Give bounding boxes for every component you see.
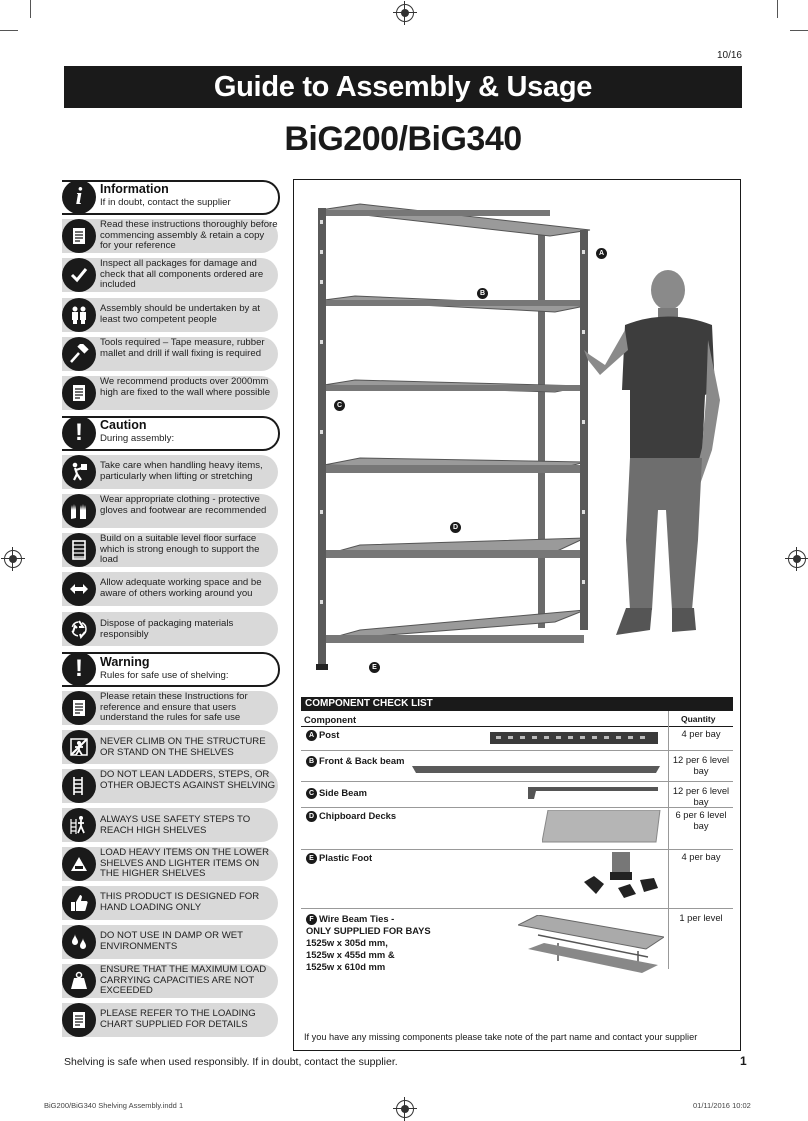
warning-title: Warning: [100, 655, 150, 669]
warning-text: NEVER CLIMB ON THE STRUCTURE OR STAND ON THE SHELVES: [100, 736, 266, 758]
warning-text: PLEASE REFER TO THE LOADING CHART SUPPLIED FOR DETAILS: [100, 1008, 256, 1030]
caution-subtitle: During assembly:: [100, 433, 175, 444]
col-quantity: Quantity: [681, 714, 716, 724]
front-beam: [320, 210, 550, 216]
row-letter-b: B: [306, 756, 317, 767]
checkmark-icon: [62, 258, 96, 292]
warning-text: LOAD HEAVY ITEMS ON THE LOWER SHELVES AND LIGHTER ITEMS ON THE HIGHER SHELVES: [100, 847, 269, 880]
divider: [301, 781, 733, 782]
banner-title: Guide to Assembly & Usage: [64, 66, 742, 108]
row-letter-e: E: [306, 853, 317, 864]
safety-steps-icon: [62, 808, 96, 842]
rear-post: [538, 228, 545, 628]
slug-file: BiG200/BiG340 Shelving Assembly.indd 1: [44, 1101, 184, 1110]
slug-date: 01/11/2016 10:02: [693, 1101, 751, 1110]
plastic-foot-part-image: [580, 852, 664, 902]
post-part-image: [490, 729, 660, 747]
page-number: 1: [740, 1054, 747, 1068]
thumbs-up-icon: [62, 886, 96, 920]
caution-text: Dispose of packaging materials responsibly: [100, 618, 234, 640]
row-letter-f: F: [306, 914, 317, 925]
information-subtitle: If in doubt, contact the supplier: [100, 197, 231, 208]
front-beam: [324, 300, 584, 306]
missing-components-note: If you have any missing components please take note of the part name and contact your supplier: [304, 1032, 698, 1042]
quantity: 12 per 6 level bay: [672, 785, 730, 807]
registration-mark: [788, 550, 806, 568]
divider: [301, 908, 733, 909]
quantity: 12 per 6 level bay: [672, 754, 730, 776]
quantity: 4 per bay: [681, 851, 721, 862]
info-icon: i: [62, 180, 96, 214]
component-name: Chipboard Decks: [319, 810, 397, 821]
no-climb-icon: [62, 730, 96, 764]
mallet-icon: [62, 337, 96, 371]
warning-text: Please retain these Instructions for reference and ensure that users understand the rules for safe use: [100, 691, 248, 724]
registration-mark: [4, 550, 22, 568]
front-beam: [324, 385, 584, 391]
callout-c: C: [334, 400, 345, 411]
warning-text: DO NOT LEAN LADDERS, STEPS, OR OTHER OBJECTS AGAINST SHELVING: [100, 769, 276, 791]
row-letter-d: D: [306, 811, 317, 822]
wire-tie-part-image: [518, 915, 664, 975]
caution-title: Caution: [100, 418, 147, 432]
divider: [301, 807, 733, 808]
col-component: Component: [304, 714, 357, 725]
crop-mark: [30, 0, 31, 18]
info-text: Read these instructions thoroughly before commencing assembly & retain a copy for your reference: [100, 219, 278, 252]
recycle-icon: [62, 612, 96, 646]
information-title: Information: [100, 182, 169, 196]
registration-mark: [396, 1100, 414, 1118]
divider: [301, 750, 733, 751]
caution-text: Allow adequate working space and be aware of others working around you: [100, 577, 262, 599]
warning-subtitle: Rules for safe use of shelving:: [100, 670, 229, 681]
component-name: Post: [319, 729, 340, 740]
double-arrow-icon: [62, 572, 96, 606]
front-beam: [324, 550, 584, 558]
water-drops-icon: [62, 925, 96, 959]
footer-note: Shelving is safe when used responsibly. If in doubt, contact the supplier.: [64, 1056, 398, 1068]
two-people-icon: [62, 298, 96, 332]
wire-ties-size: 1525w x 610d mm: [306, 961, 386, 972]
warning-text: ENSURE THAT THE MAXIMUM LOAD CARRYING CAPACITIES ARE NOT EXCEEDED: [100, 964, 267, 997]
caution-text: Take care when handling heavy items, particularly when lifting or stretching: [100, 460, 263, 482]
front-post: [580, 230, 588, 630]
warning-text: ALWAYS USE SAFETY STEPS TO REACH HIGH SHELVES: [100, 814, 251, 836]
lifting-person-icon: [62, 455, 96, 489]
component-name: Wire Beam Ties -: [319, 913, 395, 924]
wire-ties-size: 1525w x 305d mm,: [306, 937, 388, 948]
weight-icon: [62, 964, 96, 998]
component-name: Front & Back beam: [319, 755, 405, 766]
callout-d: D: [450, 522, 461, 533]
exclamation-icon: !: [62, 652, 96, 686]
checklist-title: COMPONENT CHECK LIST: [301, 697, 733, 711]
plastic-foot: [316, 664, 328, 670]
wire-ties-size: 1525w x 455d mm &: [306, 949, 395, 960]
document-icon: [62, 376, 96, 410]
crop-mark: [0, 30, 18, 31]
callout-e: E: [369, 662, 380, 673]
component-name: Side Beam: [319, 787, 367, 798]
beam-part-image: [412, 764, 662, 776]
component-name: Plastic Foot: [319, 852, 373, 863]
callout-b: B: [477, 288, 488, 299]
front-beam: [324, 635, 584, 643]
warning-text: THIS PRODUCT IS DESIGNED FOR HAND LOADING ONLY: [100, 891, 260, 913]
info-text: Assembly should be undertaken by at least two competent people: [100, 303, 260, 325]
info-text: Tools required – Tape measure, rubber mallet and drill if wall fixing is required: [100, 337, 265, 359]
chipboard-part-image: [542, 810, 662, 844]
shelving-illustration: [300, 190, 730, 680]
exclamation-icon: !: [62, 416, 96, 450]
row-letter-c: C: [306, 788, 317, 799]
info-text: Inspect all packages for damage and check that all components ordered are included: [100, 258, 264, 291]
document-icon: [62, 691, 96, 725]
crop-mark: [777, 0, 778, 18]
document-icon: [62, 219, 96, 253]
heavy-load-icon: [62, 847, 96, 881]
gloves-icon: [62, 494, 96, 528]
front-post: [318, 208, 326, 668]
divider: [301, 849, 733, 850]
floor-grid-icon: [62, 533, 96, 567]
callout-a: A: [596, 248, 607, 259]
quantity: 1 per level: [679, 912, 723, 923]
info-text: We recommend products over 2000mm high are fixed to the wall where possible: [100, 376, 271, 398]
quantity: 6 per 6 level bay: [675, 809, 727, 831]
caution-text: Wear appropriate clothing - protective gloves and footwear are recommended: [100, 494, 267, 516]
wire-ties-note: ONLY SUPPLIED FOR BAYS: [306, 925, 431, 936]
row-letter-a: A: [306, 730, 317, 741]
caution-text: Build on a suitable level floor surface which is strong enough to support the load: [100, 533, 260, 566]
side-beam-part-image: [528, 785, 660, 801]
person-figure: [584, 270, 720, 635]
registration-mark: [396, 4, 414, 22]
ladder-icon: [62, 769, 96, 803]
warning-text: DO NOT USE IN DAMP OR WET ENVIRONMENTS: [100, 930, 243, 952]
shelf-deck: [320, 204, 590, 236]
model-title: BiG200/BiG340: [284, 120, 522, 158]
page-number-top: 10/16: [716, 50, 742, 61]
quantity: 4 per bay: [681, 728, 721, 739]
crop-mark: [790, 30, 808, 31]
document-icon: [62, 1003, 96, 1037]
front-beam: [324, 465, 584, 473]
